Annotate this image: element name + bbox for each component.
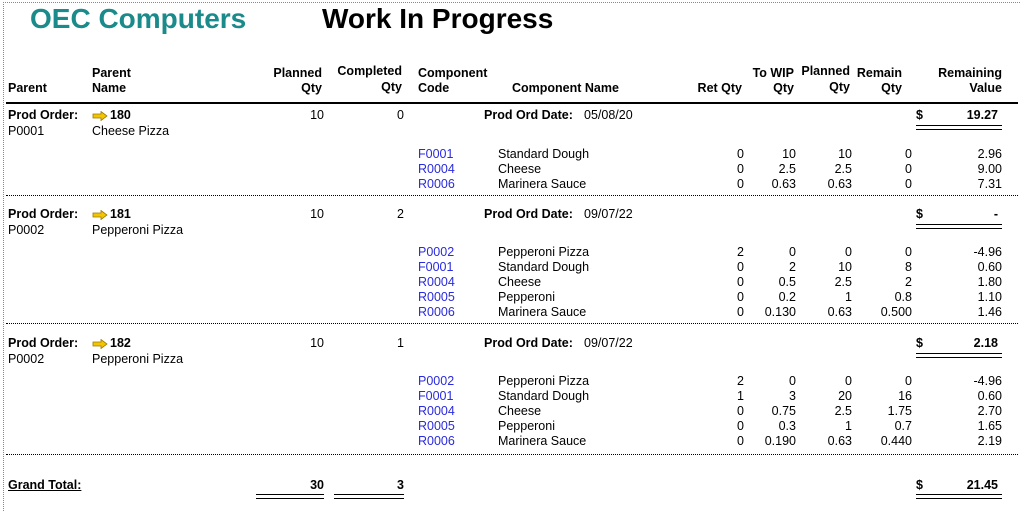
order-divider	[6, 323, 1018, 324]
col-remain-qty: Remain Qty	[856, 66, 902, 95]
component-remain-qty: 0	[905, 177, 912, 191]
component-planned-qty: 20	[838, 389, 852, 403]
order-total-currency: $	[916, 336, 923, 350]
col-remaining-value: Remaining Value	[938, 66, 1002, 95]
component-to-wip-qty: 0.5	[778, 275, 796, 289]
component-remain-qty: 0	[905, 147, 912, 161]
component-remaining-value: -4.96	[973, 245, 1002, 259]
component-code-link[interactable]: R0006	[418, 305, 455, 319]
component-planned-qty: 2.5	[834, 275, 852, 289]
grand-total-currency: $	[916, 478, 923, 492]
component-code-link[interactable]: F0001	[418, 260, 454, 274]
grand-total-completed-underline	[334, 494, 404, 499]
prod-order-label: Prod Order:	[8, 108, 79, 122]
parent-name: Cheese Pizza	[92, 124, 170, 138]
grand-total-planned-underline	[256, 494, 324, 499]
component-remain-qty: 1.75	[887, 404, 912, 418]
prod-ord-date: 09/07/22	[584, 336, 633, 350]
component-remain-qty: 0.8	[894, 290, 912, 304]
component-name: Cheese	[498, 404, 542, 418]
grand-total-divider	[6, 454, 1018, 455]
company-name: OEC Computers	[30, 3, 247, 34]
component-code-link[interactable]: R0006	[418, 177, 455, 191]
col-completed-qty: Completed Qty	[337, 64, 402, 94]
col-planned-qty: Planned Qty	[273, 66, 322, 95]
component-name: Pepperoni	[498, 419, 555, 433]
prod-order-number-text[interactable]: 181	[110, 207, 131, 221]
component-remain-qty: 16	[898, 389, 912, 403]
order-total-currency: $	[916, 108, 923, 122]
component-remaining-value: 1.10	[977, 290, 1002, 304]
component-remain-qty: 0	[905, 162, 912, 176]
component-remaining-value: 1.46	[977, 305, 1002, 319]
prod-order-number-text[interactable]: 182	[110, 336, 131, 350]
component-planned-qty: 0.63	[827, 177, 852, 191]
parent-code: P0002	[8, 223, 45, 237]
component-planned-qty: 10	[838, 260, 852, 274]
component-planned-qty: 0.63	[827, 305, 852, 319]
component-remaining-value: 7.31	[977, 177, 1002, 191]
col-component-name: Component Name	[512, 81, 619, 95]
component-code-link[interactable]: R0005	[418, 290, 455, 304]
component-ret-qty: 0	[737, 260, 744, 274]
prod-ord-date: 09/07/22	[584, 207, 633, 221]
grand-total-value: 21.45	[966, 478, 998, 492]
component-ret-qty: 2	[737, 374, 744, 388]
component-ret-qty: 0	[737, 147, 744, 161]
report-title: Work In Progress	[322, 3, 554, 34]
parent-code: P0002	[8, 352, 45, 366]
component-remain-qty: 0.440	[880, 434, 912, 448]
component-planned-qty: 1	[845, 419, 852, 433]
component-ret-qty: 0	[737, 419, 744, 433]
prod-order-label: Prod Order:	[8, 336, 79, 350]
component-name: Pepperoni Pizza	[498, 374, 590, 388]
component-planned-qty: 10	[838, 147, 852, 161]
component-planned-qty: 0	[845, 245, 852, 259]
component-name: Marinera Sauce	[498, 305, 587, 319]
order-total-currency: $	[916, 207, 923, 221]
component-to-wip-qty: 0	[789, 374, 796, 388]
component-planned-qty: 0.63	[827, 434, 852, 448]
component-to-wip-qty: 0.130	[764, 305, 796, 319]
component-remaining-value: -4.96	[973, 374, 1002, 388]
completed-qty: 0	[397, 108, 404, 122]
component-ret-qty: 0	[737, 305, 744, 319]
order-total-value: -	[993, 207, 998, 221]
prod-order-number[interactable]	[92, 336, 131, 350]
completed-qty: 1	[397, 336, 404, 350]
order-total-value: 2.18	[973, 336, 998, 350]
completed-qty: 2	[397, 207, 404, 221]
component-ret-qty: 0	[737, 162, 744, 176]
component-remain-qty: 0.7	[894, 419, 912, 433]
component-ret-qty: 0	[737, 404, 744, 418]
col-to-wip-qty: To WIP Qty	[752, 66, 794, 95]
order-divider	[6, 195, 1018, 196]
component-planned-qty: 2.5	[834, 162, 852, 176]
component-planned-qty: 1	[845, 290, 852, 304]
component-ret-qty: 0	[737, 290, 744, 304]
component-remain-qty: 2	[905, 275, 912, 289]
order-total-underline	[916, 353, 1002, 358]
component-remaining-value: 9.00	[977, 162, 1002, 176]
planned-qty: 10	[310, 108, 324, 122]
component-name: Marinera Sauce	[498, 177, 587, 191]
component-ret-qty: 0	[737, 275, 744, 289]
component-code-link[interactable]: P0002	[418, 245, 455, 259]
component-to-wip-qty: 0.2	[778, 290, 796, 304]
parent-name: Pepperoni Pizza	[92, 223, 184, 237]
component-to-wip-qty: 0	[789, 245, 796, 259]
prod-order-label: Prod Order:	[8, 207, 79, 221]
grand-total-label: Grand Total:	[8, 478, 82, 492]
col-planned-comp-qty: Planned Qty	[801, 64, 850, 94]
grand-total-value-underline	[916, 494, 1002, 499]
component-code-link[interactable]: P0002	[418, 374, 455, 388]
component-remain-qty: 0	[905, 374, 912, 388]
prod-ord-date-label: Prod Ord Date:	[484, 207, 573, 221]
component-planned-qty: 0	[845, 374, 852, 388]
component-remain-qty: 8	[905, 260, 912, 274]
component-to-wip-qty: 3	[789, 389, 796, 403]
order-total-underline	[916, 125, 1002, 130]
component-to-wip-qty: 2.5	[778, 162, 796, 176]
component-ret-qty: 1	[737, 389, 744, 403]
header-rule	[6, 102, 1018, 104]
planned-qty: 10	[310, 207, 324, 221]
component-code-link[interactable]: R0006	[418, 434, 455, 448]
component-code-link[interactable]: R0005	[418, 419, 455, 433]
component-ret-qty: 0	[737, 434, 744, 448]
component-name: Standard Dough	[498, 389, 590, 403]
arrow-right-icon	[92, 111, 108, 121]
component-remaining-value: 1.65	[977, 419, 1002, 433]
parent-code: P0001	[8, 124, 45, 138]
component-name: Marinera Sauce	[498, 434, 587, 448]
component-name: Standard Dough	[498, 147, 590, 161]
component-to-wip-qty: 2	[789, 260, 796, 274]
component-remaining-value: 1.80	[977, 275, 1002, 289]
component-name: Cheese	[498, 162, 542, 176]
component-remaining-value: 2.70	[977, 404, 1002, 418]
component-to-wip-qty: 0.63	[771, 177, 796, 191]
prod-ord-date-label: Prod Ord Date:	[484, 336, 573, 350]
component-code-link[interactable]: F0001	[418, 147, 454, 161]
component-name: Cheese	[498, 275, 542, 289]
prod-ord-date-label: Prod Ord Date:	[484, 108, 573, 122]
component-ret-qty: 2	[737, 245, 744, 259]
order-total-underline	[916, 224, 1002, 229]
component-to-wip-qty: 0.3	[778, 419, 796, 433]
component-ret-qty: 0	[737, 177, 744, 191]
parent-name: Pepperoni Pizza	[92, 352, 184, 366]
component-name: Pepperoni Pizza	[498, 245, 590, 259]
col-component-code: Component Code	[418, 66, 488, 95]
prod-order-number[interactable]	[92, 207, 131, 221]
component-code-link[interactable]: R0004	[418, 275, 455, 289]
arrow-right-icon	[92, 339, 108, 349]
component-name: Pepperoni	[498, 290, 555, 304]
order-total-value: 19.27	[966, 108, 998, 122]
component-name: Standard Dough	[498, 260, 590, 274]
grand-total-planned: 30	[310, 478, 324, 492]
planned-qty: 10	[310, 336, 324, 350]
component-remaining-value: 0.60	[977, 389, 1002, 403]
component-code-link[interactable]: R0004	[418, 404, 455, 418]
prod-order-number[interactable]	[92, 108, 131, 122]
arrow-right-icon	[92, 210, 108, 220]
col-ret-qty: Ret Qty	[697, 81, 742, 95]
prod-order-number-text[interactable]: 180	[110, 108, 131, 122]
component-code-link[interactable]: F0001	[418, 389, 454, 403]
col-parent-name: Parent Name	[92, 66, 131, 95]
component-remain-qty: 0.500	[880, 305, 912, 319]
component-to-wip-qty: 10	[782, 147, 796, 161]
component-remaining-value: 2.19	[977, 434, 1002, 448]
component-remaining-value: 2.96	[977, 147, 1002, 161]
prod-ord-date: 05/08/20	[584, 108, 633, 122]
component-code-link[interactable]: R0004	[418, 162, 455, 176]
component-remain-qty: 0	[905, 245, 912, 259]
col-parent: Parent	[8, 81, 47, 95]
component-remaining-value: 0.60	[977, 260, 1002, 274]
component-planned-qty: 2.5	[834, 404, 852, 418]
component-to-wip-qty: 0.75	[771, 404, 796, 418]
grand-total-completed: 3	[397, 478, 404, 492]
component-to-wip-qty: 0.190	[764, 434, 796, 448]
